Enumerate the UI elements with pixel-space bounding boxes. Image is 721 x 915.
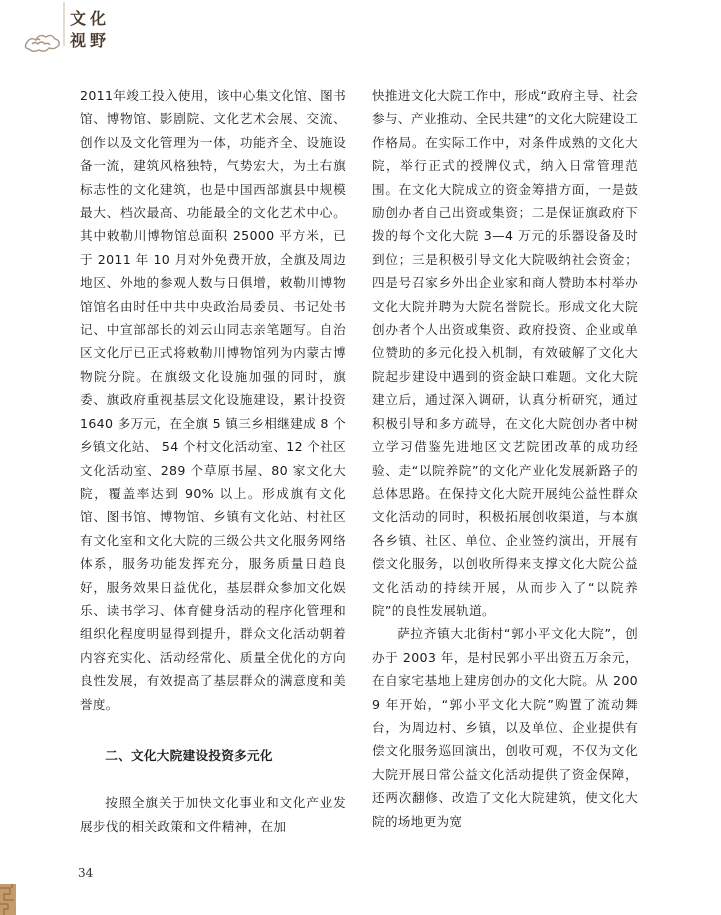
section-tag-line-1: 文化 bbox=[70, 9, 111, 28]
left-column bbox=[80, 84, 346, 838]
section-tag bbox=[22, 0, 118, 58]
corner-pattern-icon bbox=[0, 884, 16, 915]
left-paragraph-2: 按照全旗关于加快文化事业和文化产业发展步伐的相关政策和文件精神，在加 bbox=[80, 795, 346, 834]
section-tag-line-2: 视野 bbox=[70, 31, 111, 50]
right-paragraph-2: 萨拉齐镇大北街村“郭小平文化大院”，创办于 2003 年，是村民郭小平出资五万余元，在自家宅基地上建房创办的文化大院。从 2009 年开始，“郭小平文化大院”购置了流动舞台，为周边村、乡镇，以及单位、企业提供有偿文化服务巡回演出，创收可观，不仅为文化大院开展日常公益文化活动提供了资金保障，还两次翻修、改造了文化大院建筑，使文化大院的场地更为宽 bbox=[372, 626, 638, 829]
left-paragraph-1: 2011年竣工投入使用，该中心集文化馆、图书馆、博物馆、影剧院、文化艺术会展、交流、创作以及文化管理为一体，功能齐全、设施设备一流，建筑风格独特，气势宏大，为土右旗标志性的文化建筑，也是中国西部旗县中规模最大、档次最高、功能最全的文化艺术中心。其中敕勒川博物馆总面积 25000 平方米，已于 2011 年 10 月对外免费开放，全旗及周边地区、外地的参观人数与日俱增，敕勒川博物馆馆名由时任中共中央政治局委员、书记处书记、中宣部部长的刘云山同志亲笔题写。自治区文化厅已正式将敕勒川博物馆列为内蒙古博物院分院。在旗级文化设施加强的同时，旗委、旗政府重视基层文化设施建设，累计投资 1640 多万元，在全旗 5 镇三乡相继建成 8 个乡镇文化站、 54 个村文化活动室、12 个社区文化活动室、289 个草原书屋、80 家文化大院，覆盖率达到 90% 以上。形成旗有文化馆、图书馆、博物馆、乡镇有文化站、村社区有文化室和文化大院的三级公共文化服务网络体系，服务功能发挥充分，服务质量日趋良好，服务效果日益优化，基层群众参加文化娱乐、读书学习、体育健身活动的程序化管理和组织化程度明显得到提升，群众文化活动朝着内容充实化、活动经常化、质量全优化的方向良性发展，有效提高了基层群众的满意度和美誉度。 bbox=[80, 88, 346, 712]
section-heading: 二、文化大院建设投资多元化 bbox=[105, 747, 273, 763]
right-paragraph-1: 快推进文化大院工作中，形成“政府主导、社会参与、产业推动、全民共建”的文化大院建设工作格局。在实际工作中，对条件成熟的文化大院，举行正式的授牌仪式，纳入日常管理范围。在文化大院成立的资金筹措方面，一是鼓励创办者自己出资或集资；二是保证旗政府下拨的每个文化大院 3—4 万元的乐器设备及时到位；三是积极引导文化大院吸纳社会资金；四是号召家乡外出企业家和商人赞助本村举办文化大院并聘为大院名誉院长。形成文化大院创办者个人出资或集资、政府投资、企业或单位赞助的多元化投入机制，有效破解了文化大院起步建设中遇到的资金缺口难题。文化大院建立后，通过深入调研，认真分析研究，通过积极引导和多方疏导，在文化大院创办者中树立学习借鉴先进地区文艺院团改革的成功经验、走“以院养院”的文化产业化发展新路子的总体思路。在保持文化大院开展纯公益性群众文化活动的同时，积极拓展创收渠道，与本旗各乡镇、社区、单位、企业签约演出，开展有偿文化服务，以创收所得来支撑文化大院公益文化活动的持续开展，从而步入了“以院养院”的良性发展轨道。 bbox=[372, 88, 638, 618]
right-column bbox=[372, 84, 638, 833]
page-number: 34 bbox=[78, 866, 94, 880]
